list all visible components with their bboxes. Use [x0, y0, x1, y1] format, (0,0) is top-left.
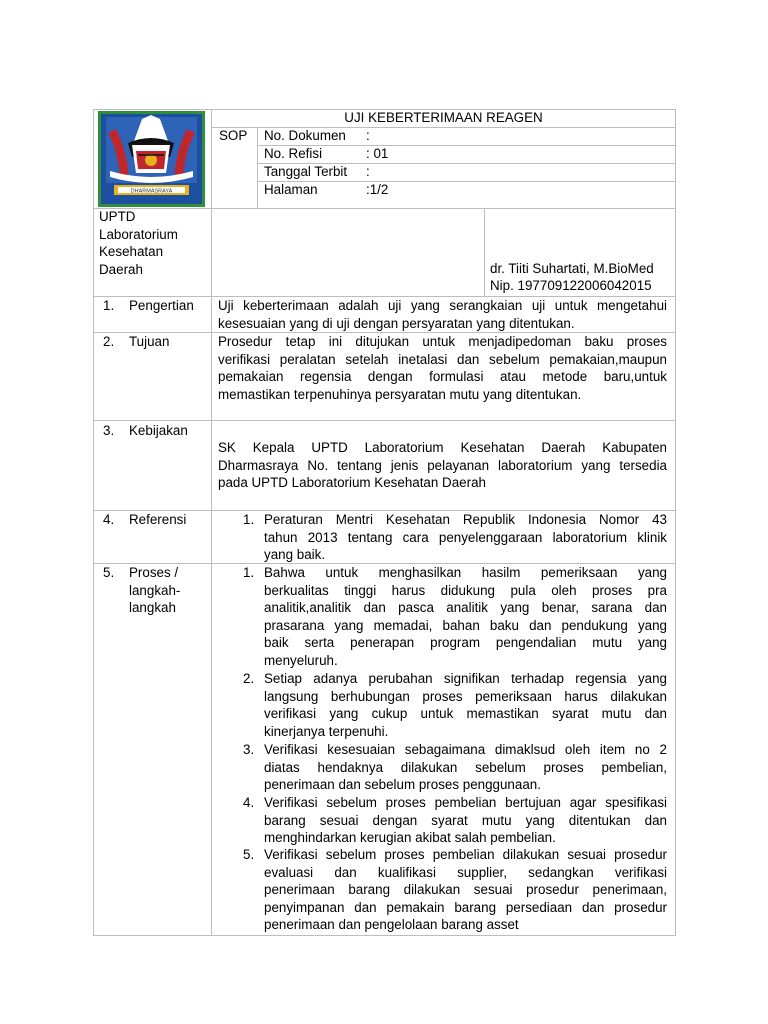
- text-line: tahun 2013 tentang cara penyelenggaraan laboratorium klinik: [264, 529, 667, 545]
- text-line: verifikasi peralatan setelah inetalasi dan sebelum pemakaian,maupun: [218, 351, 667, 367]
- text-line: Verifikasi sebelum proses pembelian bertujuan agar spesifikasi: [264, 795, 667, 810]
- text-line: diatas hendaknya dilakukan sebelum proses pembelian,: [264, 759, 667, 775]
- text-line: penyimpanan dan pemakain barang persediaan dan prosedur: [264, 899, 667, 915]
- text-line: Uji keberterimaan adalah uji yang serangkaian uji untuk mengetahui: [218, 298, 667, 313]
- text-line: memastikan terpenuhinya persyaratan mutu yang ditentukan.: [218, 386, 582, 402]
- meta-label: Halaman: [264, 182, 318, 197]
- text-line: penerimaan barang dilakukan sesuai prosedur penerimaan,: [264, 882, 667, 897]
- section-label: Referensi: [129, 512, 187, 527]
- section-label: langkah-: [129, 583, 181, 598]
- text-line: penerimaan dan sebelum proses penggunaan.: [264, 777, 541, 792]
- text-line: menyeluruh.: [264, 652, 338, 668]
- text-line: Setiap adanya perubahan signifikan terhadap regensia yang: [264, 671, 667, 686]
- list-number: 1.: [243, 565, 255, 580]
- grid-line: [93, 420, 676, 421]
- text-line: penerimaan dan pengelolaan barang asset: [264, 917, 519, 932]
- list-item: [264, 741, 667, 794]
- section-number: 5.: [103, 565, 115, 580]
- text-line: menghindarkan kerugian akibat salah pembelian.: [264, 830, 556, 845]
- meta-label: No. Dokumen: [264, 128, 346, 143]
- meta-value: :: [366, 128, 370, 143]
- signatory-name: dr. Tiiti Suhartati, M.BioMed: [490, 261, 654, 276]
- text-line: kinerjanya terpenuhi.: [264, 723, 389, 739]
- list-item: [264, 670, 667, 740]
- signatory-nip: Nip. 197709122006042015: [490, 278, 652, 293]
- text-line: Verifikasi sebelum proses pembelian dilakukan sesuai prosedur: [264, 847, 667, 862]
- unit-name-line: Laboratorium: [99, 227, 178, 242]
- text-line: barang sesuai dengan syarat mutu yang ditentukan dan: [264, 812, 667, 828]
- text-line: evaluasi dan kualifikasi supplier, sedangkan verifikasi: [264, 864, 667, 880]
- meta-value: : 01: [366, 146, 389, 161]
- grid-line: [93, 935, 676, 936]
- text-line: Dharmasraya No. tentang jenis pelayanan laboratorium yang tersedia: [218, 457, 667, 473]
- unit-name-line: Kesehatan: [99, 244, 164, 259]
- text-line: Verifikasi kesesuaian sebagaimana dimaklsud oleh item no 2: [264, 742, 667, 757]
- section-label: Kebijakan: [129, 423, 188, 438]
- section-label: Tujuan: [129, 334, 170, 349]
- section-text: [218, 333, 667, 403]
- section-number: 1.: [103, 298, 115, 313]
- meta-value: :: [366, 164, 370, 179]
- list-number: 1.: [243, 512, 255, 527]
- unit-name-line: UPTD: [99, 209, 136, 224]
- section-number: 3.: [103, 423, 115, 438]
- grid-line: [93, 208, 676, 209]
- section-number: 4.: [103, 512, 115, 527]
- meta-value: :1/2: [366, 182, 389, 197]
- list-item: [264, 511, 667, 564]
- text-line: Peraturan Mentri Kesehatan Republik Indonesia Nomor 43: [264, 512, 667, 527]
- text-line: berkualitas tinggi harus didukung pula oleh proses pra: [264, 582, 667, 598]
- text-line: pemakaian regensia dengan formulasi atau metode baru,untuk: [218, 369, 667, 384]
- section-label: Proses /: [129, 565, 179, 580]
- text-line: Prosedur tetap ini ditujukan untuk menjadipedoman baku proses: [218, 334, 667, 349]
- list-number: 3.: [243, 742, 255, 757]
- section-text: [218, 439, 667, 492]
- list-item: [264, 794, 667, 847]
- text-line: SK Kepala UPTD Laboratorium Kesehatan Daerah Kabupaten: [218, 440, 667, 455]
- grid-line: [93, 109, 94, 936]
- grid-line: [257, 127, 258, 209]
- section-text: [218, 297, 667, 332]
- grid-line: [211, 109, 212, 936]
- grid-line: [675, 109, 676, 936]
- section-label: langkah: [129, 600, 176, 615]
- list-number: 4.: [243, 795, 255, 810]
- text-line: pada UPTD Laboratorium Kesehatan Daerah: [218, 475, 486, 490]
- meta-label: Tanggal Terbit: [264, 164, 348, 179]
- list-number: 5.: [243, 847, 255, 862]
- text-line: langsung berhubungan proses pemeriksaan harus dilakukan: [264, 688, 667, 704]
- text-line: verifikasi yang cukup untuk memastikan syarat mutu dan: [264, 706, 667, 721]
- unit-name-line: Daerah: [99, 262, 143, 277]
- sop-label: SOP: [219, 128, 248, 143]
- section-number: 2.: [103, 334, 115, 349]
- section-label: Pengertian: [129, 298, 194, 313]
- dharmasraya-emblem: [98, 111, 205, 207]
- text-line: prasarana yang memadai, bahan baku dan pendukung yang: [264, 617, 667, 633]
- text-line: baik serta penerapan program pengendalian mutu yang: [264, 635, 667, 650]
- list-item: [264, 564, 667, 669]
- svg-text:DHARMASRAYA: DHARMASRAYA: [130, 188, 173, 195]
- list-item: [264, 846, 667, 934]
- grid-line: [484, 208, 485, 297]
- text-line: Bahwa untuk menghasilkan hasilm pemeriksaan yang: [264, 565, 667, 580]
- text-line: yang baik.: [264, 547, 326, 562]
- text-line: analitik,analitik dan pasca analitik yang benar, sarana dan: [264, 600, 667, 615]
- list-number: 2.: [243, 671, 255, 686]
- document-title: UJI KEBERTERIMAAN REAGEN: [344, 110, 543, 125]
- meta-label: No. Refisi: [264, 146, 323, 161]
- text-line: kesesuaian yang di uji dengan persyaratan yang ditentukan.: [218, 315, 575, 331]
- grid-line: [258, 181, 676, 182]
